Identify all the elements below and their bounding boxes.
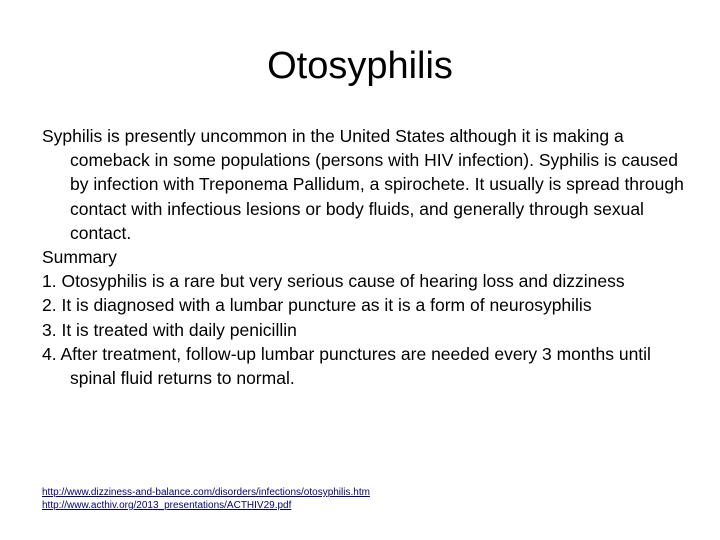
reference-link-acthiv[interactable]: http://www.acthiv.org/2013_presentations/ACTHIV29.pdf: [42, 500, 292, 511]
summary-item: 2. It is diagnosed with a lumbar puncture as it is a form of neurosyphilis: [42, 295, 592, 316]
slide-body: [42, 124, 690, 390]
slide-title: Otosyphilis: [267, 45, 453, 87]
summary-item: 4. After treatment, follow-up lumbar punctures are needed every 3 months until spinal fluid returns to normal.: [42, 343, 651, 389]
intro-paragraph: Syphilis is presently uncommon in the United States although it is making a comeback in some populations (persons with HIV infection). Syphilis is caused by infection with Treponema Pallidum, a spirochete. It usually is spread through contact with infectious lesions or body fluids, and generally through sexual contact.: [42, 126, 684, 243]
summary-heading: Summary: [42, 247, 117, 268]
reference-links: [42, 486, 370, 512]
summary-item: 3. It is treated with daily penicillin: [42, 319, 297, 340]
summary-item: 1. Otosyphilis is a rare but very serious cause of hearing loss and dizziness: [42, 271, 625, 292]
reference-link-dizziness[interactable]: http://www.dizziness-and-balance.com/disorders/infections/otosyphilis.htm: [42, 487, 370, 498]
